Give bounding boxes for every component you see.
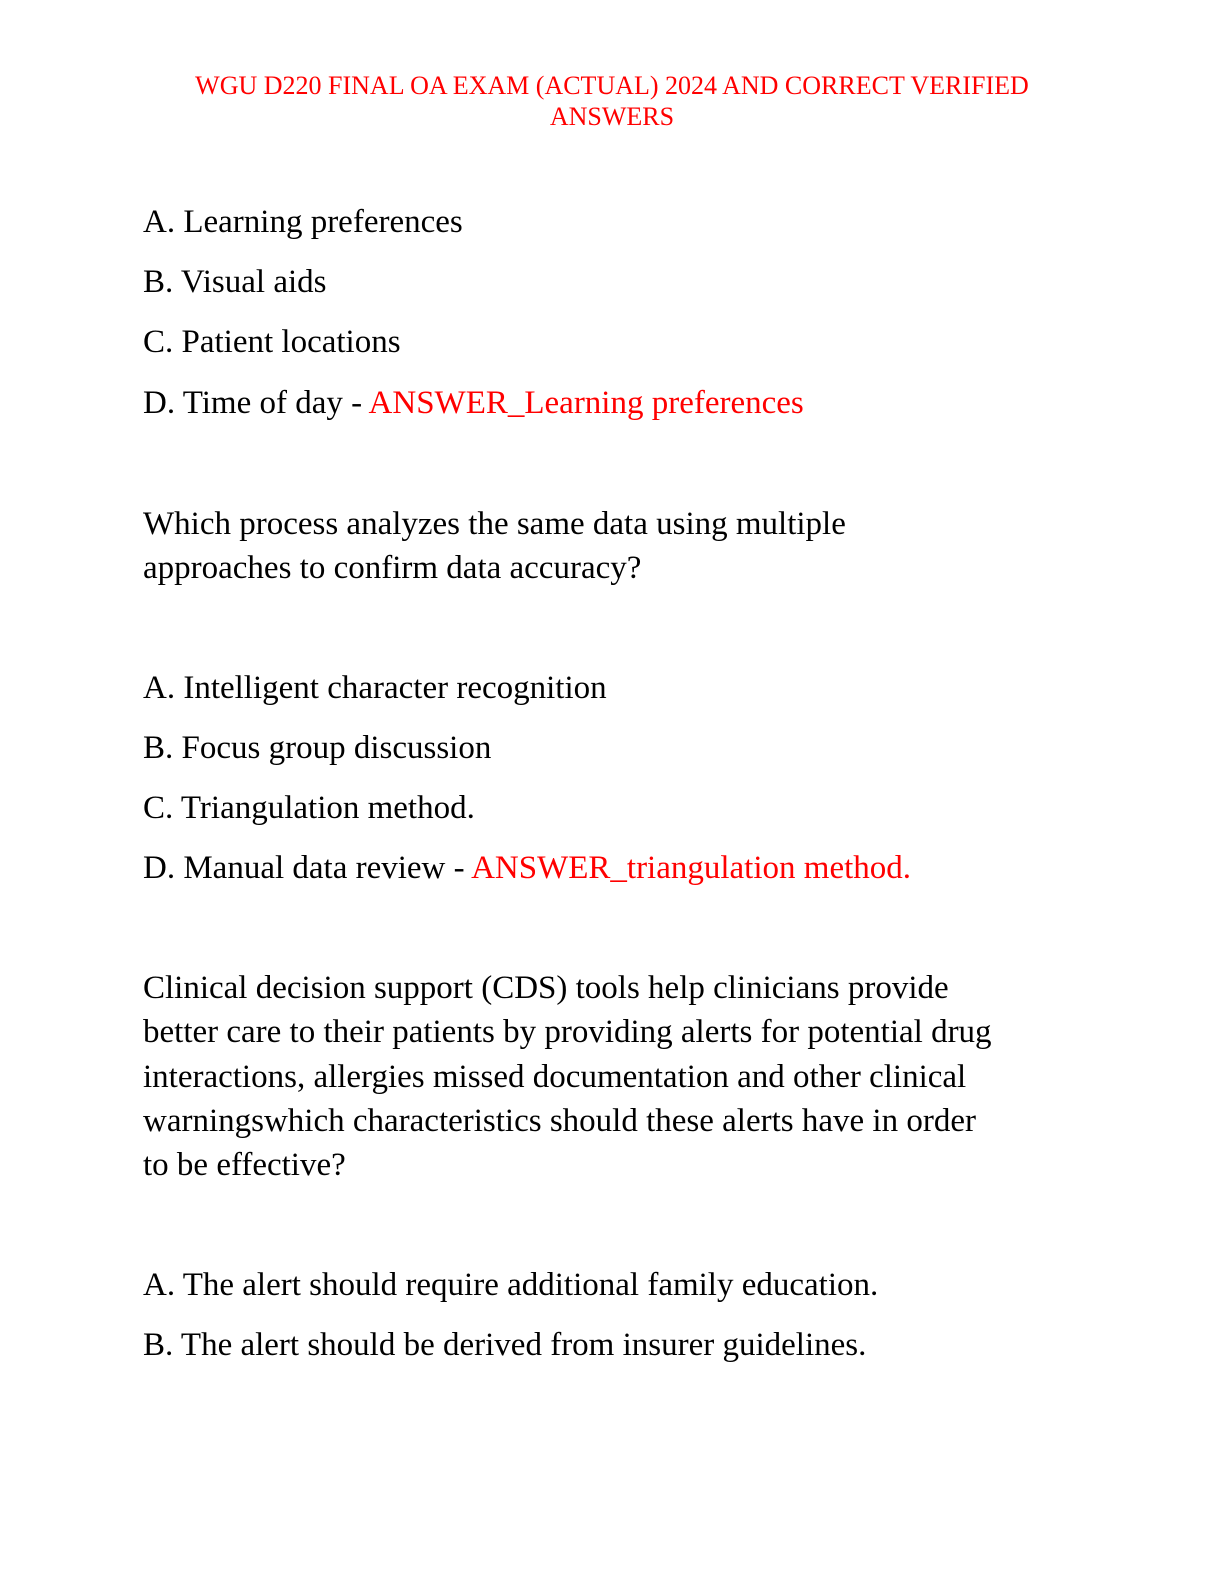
q2-question-line-1: Which process analyzes the same data using multiple <box>143 506 846 542</box>
q3-question-line-4: warningswhich characteristics should these alerts have in order <box>143 1103 976 1139</box>
q1-option-c: C. Patient locations <box>143 324 401 360</box>
title-line-2: ANSWERS <box>549 102 675 131</box>
q2-answer: ANSWER_triangulation method. <box>471 850 912 886</box>
q3-question-line-5: to be effective? <box>143 1147 346 1183</box>
q2-option-a: A. Intelligent character recognition <box>143 670 607 706</box>
q3-question-line-3: interactions, allergies missed documentation and other clinical <box>143 1059 967 1095</box>
q1-answer: ANSWER_Learning preferences <box>368 385 804 421</box>
document-title <box>0 70 1224 132</box>
title-line-1: WGU D220 FINAL OA EXAM (ACTUAL) 2024 AND CORRECT VERIFIED <box>195 71 1029 100</box>
q1-option-d-text: D. Time of day - <box>143 385 369 421</box>
q3-option-b: B. The alert should be derived from insurer guidelines. <box>143 1327 867 1363</box>
q2-option-d-text: D. Manual data review - <box>143 850 472 886</box>
q3-option-a: A. The alert should require additional family education. <box>143 1267 879 1303</box>
q2-option-d <box>143 846 911 890</box>
q3-question-line-2: better care to their patients by providing alerts for potential drug <box>143 1014 992 1050</box>
q2-option-c: C. Triangulation method. <box>143 790 475 826</box>
q2-question-line-2: approaches to confirm data accuracy? <box>143 550 642 586</box>
q1-option-a: A. Learning preferences <box>143 204 463 240</box>
q1-option-d <box>143 381 804 425</box>
q2-option-b: B. Focus group discussion <box>143 730 492 766</box>
q3-question-line-1: Clinical decision support (CDS) tools help clinicians provide <box>143 970 949 1006</box>
q1-option-b: B. Visual aids <box>143 264 327 300</box>
